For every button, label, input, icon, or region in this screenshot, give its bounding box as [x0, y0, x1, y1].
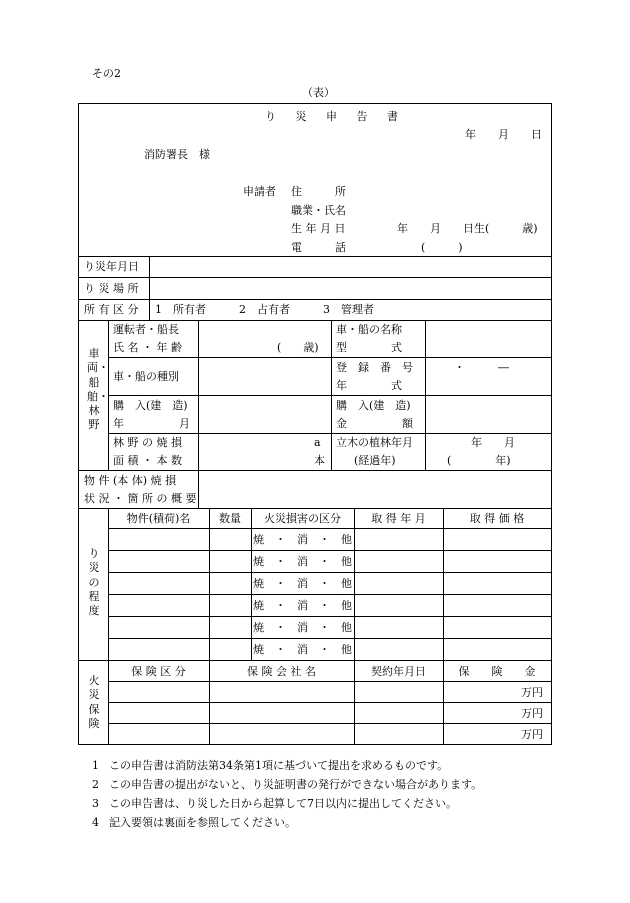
birthdate-value: 年 月 日生( 歳): [397, 222, 538, 235]
tree-planting-value-2: ( 年): [447, 454, 511, 467]
damage-header-acquired-price: 取 得 価 格: [469, 512, 525, 525]
vehicle-section-label: 車両・船舶・林野: [87, 347, 109, 432]
damage-header-quantity: 数量: [219, 512, 241, 525]
insurance-section-label: 火災保険: [88, 674, 100, 730]
registration-value: ・ ―: [454, 361, 509, 374]
driver-label-1: 運転者・船長: [113, 323, 179, 336]
damage-report-form: [78, 103, 552, 745]
form-number: その2: [92, 67, 121, 80]
phone-value: ( ): [421, 241, 463, 254]
damage-row-category: 焼 ・ 消 ・ 他: [253, 533, 352, 546]
note-number: 2: [92, 778, 99, 791]
damage-row-category: 焼 ・ 消 ・ 他: [253, 555, 352, 568]
forest-label-1: 林 野 の 焼 損: [113, 436, 182, 449]
property-label-1: 物 件 (本 体) 焼 損: [84, 474, 177, 487]
damage-row-category: 焼 ・ 消 ・ 他: [253, 577, 352, 590]
purchase-price-label-2: 金 額: [336, 417, 413, 430]
forest-count-unit: 本: [314, 454, 325, 467]
ownership-label: 所 有 区 分: [84, 303, 139, 316]
insurance-header-contract-date: 契約年月日: [371, 665, 426, 678]
purchase-date-label-1: 購 入(建 造): [113, 399, 188, 412]
insurance-header-type: 保 険 区 分: [131, 665, 186, 678]
forest-area-unit: a: [314, 436, 321, 449]
address-label: 住 所: [291, 185, 346, 198]
insurance-row-unit: 万円: [521, 707, 543, 720]
ownership-options: 1 所有者 2 占有者 3 管理者: [155, 303, 374, 316]
tree-planting-value-1: 年 月: [471, 436, 515, 449]
damage-header-acquired-date: 取 得 年 月: [371, 512, 426, 525]
damage-header-item: 物件(積荷)名: [126, 512, 191, 525]
driver-label-2: 氏 名 ・ 年 齢: [113, 341, 182, 354]
note-text: この申告書は、り災した日から起算して7日以内に提出してください。: [109, 797, 457, 810]
note-number: 4: [92, 816, 99, 829]
registration-label-1: 登 録 番 号: [336, 361, 413, 374]
insurance-header-amount: 保 険 金: [458, 665, 536, 678]
note-number: 1: [92, 759, 99, 772]
driver-age-unit: ( 歳): [277, 341, 319, 354]
tree-planting-label-2: (経過年): [354, 454, 396, 467]
insurance-row-unit: 万円: [521, 728, 543, 741]
note-text: この申告書は消防法第34条第1項に基づいて提出を求めるものです。: [109, 759, 449, 772]
form-title: り 災 申 告 書: [265, 110, 406, 123]
purchase-price-label-1: 購 入(建 造): [336, 399, 411, 412]
note-number: 3: [92, 797, 99, 810]
forest-label-2: 面 積 ・ 本 数: [113, 454, 182, 467]
damage-row-category: 焼 ・ 消 ・ 他: [253, 621, 352, 634]
purchase-date-label-2: 年 月: [113, 417, 190, 430]
note-text: 記入要領は裏面を参照してください。: [109, 816, 296, 829]
registration-label-2: 年 式: [336, 379, 402, 392]
name-label: 職業・氏名: [291, 204, 346, 217]
vehicle-name-label-1: 車・船の名称: [336, 323, 402, 336]
birthdate-label: 生 年 月 日: [291, 222, 346, 235]
front-side-label: （表）: [302, 86, 335, 99]
addressee: 消防署長 様: [144, 148, 210, 161]
vehicle-type-label: 車・船の種別: [113, 370, 179, 383]
damage-place-label: り 災 場 所: [84, 282, 139, 295]
property-label-2: 状 況 ・ 箇 所 の 概 要: [84, 492, 197, 505]
tree-planting-label-1: 立木の植林年月: [336, 436, 413, 449]
submission-date: 年 月 日: [465, 128, 542, 141]
damage-row-category: 焼 ・ 消 ・ 他: [253, 599, 352, 612]
insurance-header-company: 保 険 会 社 名: [247, 665, 316, 678]
damage-date-label: り災年月日: [84, 260, 139, 273]
vehicle-name-label-2: 型 式: [336, 341, 402, 354]
note-text: この申告書の提出がないと、り災証明書の発行ができない場合があります。: [109, 778, 483, 791]
phone-label: 電 話: [291, 241, 346, 254]
applicant-label: 申請者: [243, 185, 276, 198]
damage-row-category: 焼 ・ 消 ・ 他: [253, 643, 352, 656]
damage-section-label: り災の程度: [88, 547, 100, 618]
damage-header-category: 火災損害の区分: [264, 512, 341, 525]
insurance-row-unit: 万円: [521, 686, 543, 699]
